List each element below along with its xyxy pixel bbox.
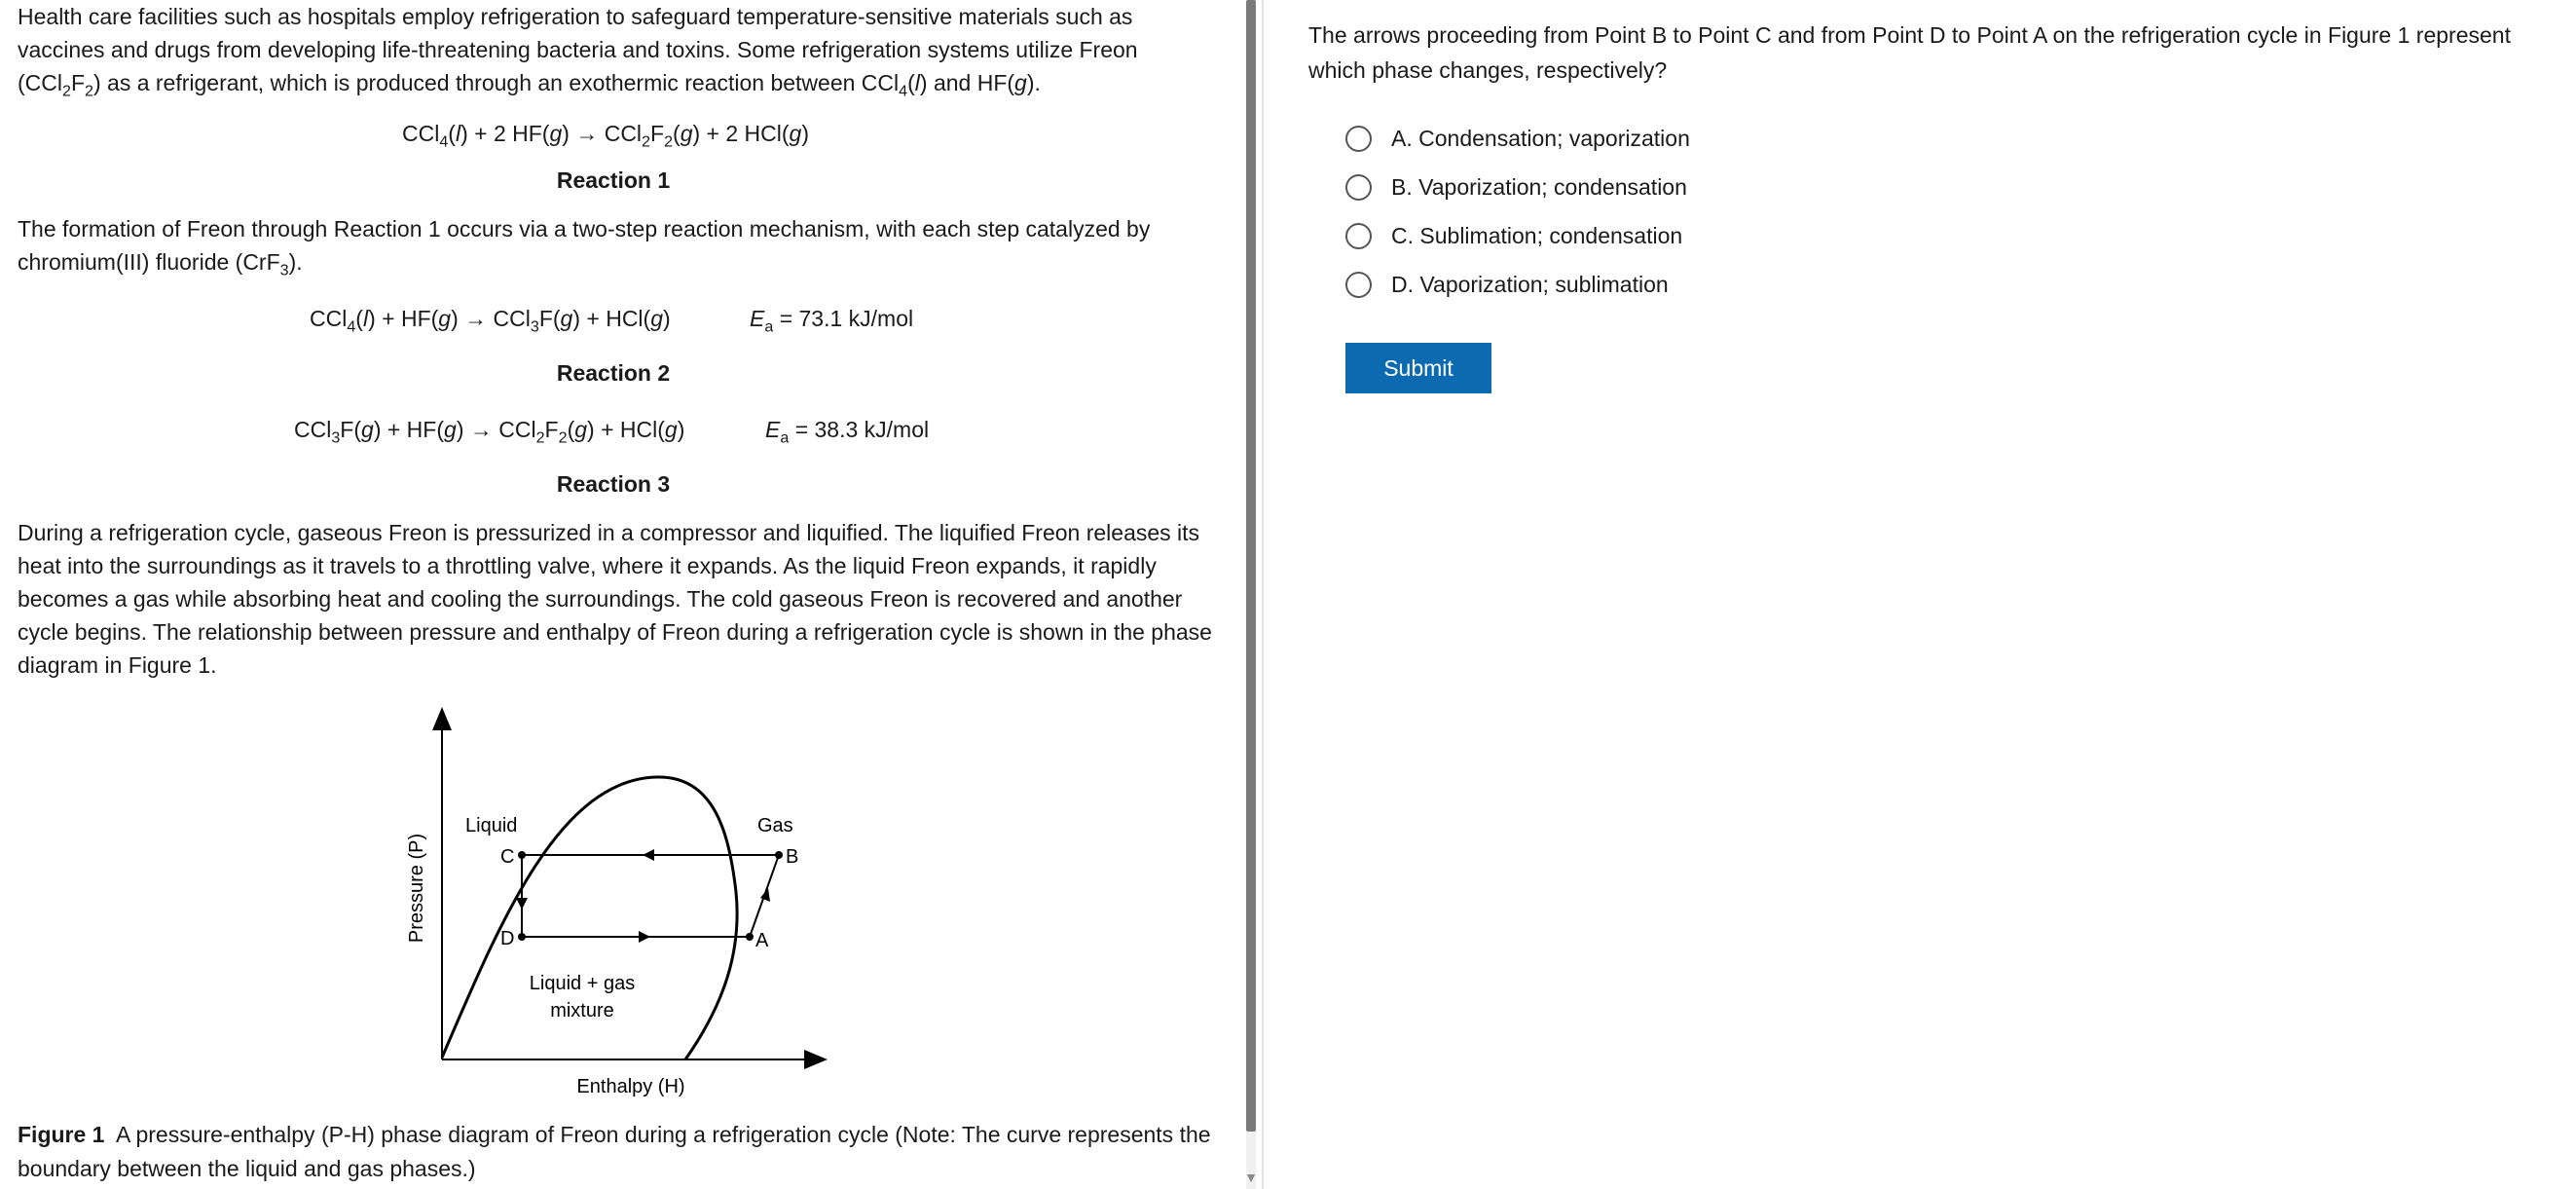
phase-diagram (393, 707, 841, 1106)
figure-1 (393, 707, 841, 1106)
passage-intro: Health care facilities such as hospitals employ refrigeration to safeguard temperature-sensitive materials such as vaccines and drugs from developing life-threatening bacteria and toxins. Some refrigeration systems utilize Freon $(CCl_2F_2)$ as a refrigerant, which is produced through an exothermic reaction between CCl$_4$(l) and HF(g). (18, 4, 1138, 100)
reaction-2-activation-energy: $E_a = 73.1$ kJ/mol (750, 306, 914, 336)
point-b-label: B (786, 846, 799, 868)
answer-option-a[interactable] (1345, 121, 1690, 156)
arrow-d-to-a (639, 931, 650, 943)
passage-pane (0, 0, 1242, 1189)
radio-b[interactable] (1345, 174, 1372, 201)
point-c-label: C (500, 846, 515, 868)
passage-scrollbar-thumb[interactable] (1246, 0, 1256, 1132)
reaction-3-label: Reaction 3 (556, 471, 671, 497)
answer-option-b[interactable] (1345, 169, 1687, 204)
arrow-a-to-b (760, 888, 770, 902)
option-b-label: B. Vaporization; condensation (1391, 173, 1687, 200)
passage-mechanism: The formation of Freon through Reaction 1 occurs via a two-step reaction mechanism, with each step catalyzed by chromium(III) fluoride (CrF$_3$). (18, 216, 1151, 279)
reaction-1-label: Reaction 1 (556, 167, 671, 193)
reaction-3-equation: $CCl_3F(g) + HF(g) \to CCl_2F_2(g) + HCl(g)$ (294, 417, 685, 447)
option-d-label: D. Vaporization; sublimation (1391, 271, 1669, 297)
question-prompt: The arrows proceeding from Point B to Point C and from Point D to Point A on the refrigeration cycle in Figure 1 represent which phase changes, respectively? (1308, 22, 2511, 83)
reaction-3-activation-energy: $E_a = 38.3$ kJ/mol (765, 417, 930, 447)
point-c-marker (518, 851, 526, 859)
point-a-label: A (755, 930, 769, 951)
point-b-marker (775, 851, 783, 859)
reaction-1-equation: CCl$_4$(l) + 2 $HF(g) \to CCl_2F_2(g) + 2$ HCl(g) (402, 121, 809, 151)
figure-1-caption: Figure 1 A pressure-enthalpy (P-H) phase diagram of Freon during a refrigeration cycle (Note: The curve represents the boundary between the liquid and gas phases.) (18, 1122, 1211, 1181)
reaction-2-equation: CCl$_4$(l) + HF(g) → CCl$_3$F(g) + HCl(g) (310, 306, 671, 336)
y-axis-label: Pressure (P) (406, 833, 427, 944)
passage-cycle: During a refrigeration cycle, gaseous Freon is pressurized in a compressor and liquified. The liquified Freon releases its heat into the surroundings as it travels to a throttling valve, where it expands. As the liquid Freon expands, it rapidly becomes a gas while absorbing heat and cooling the surroundings. The cold gaseous Freon is recovered and another cycle begins. The relationship between pressure and enthalpy of Freon during a refrigeration cycle is shown in the phase diagram in Figure 1. (18, 520, 1212, 678)
option-a-label: A. Condensation; vaporization (1391, 125, 1690, 151)
point-a-marker (746, 933, 754, 941)
radio-c[interactable] (1345, 223, 1372, 249)
question-pane (1264, 0, 2576, 1189)
point-d-marker (518, 933, 526, 941)
submit-button[interactable]: Submit (1345, 343, 1491, 393)
point-d-label: D (500, 928, 515, 949)
arrow-c-to-d (516, 898, 528, 910)
region-liquid-label: Liquid (465, 815, 518, 836)
answer-option-d[interactable] (1345, 267, 1669, 302)
option-c-label: C. Sublimation; condensation (1391, 222, 1683, 248)
region-mixture-label-2: mixture (550, 1000, 614, 1022)
region-mixture-label-1: Liquid + gas (529, 973, 636, 994)
radio-d[interactable] (1345, 272, 1372, 298)
reaction-2-label: Reaction 2 (556, 360, 671, 386)
scroll-down-arrow-icon[interactable]: ▼ (1244, 1170, 1258, 1185)
answer-option-c[interactable] (1345, 218, 1682, 253)
region-gas-label: Gas (757, 815, 793, 836)
arrow-b-to-c (643, 849, 654, 861)
x-axis-label: Enthalpy (H) (576, 1076, 685, 1097)
radio-a[interactable] (1345, 126, 1372, 152)
